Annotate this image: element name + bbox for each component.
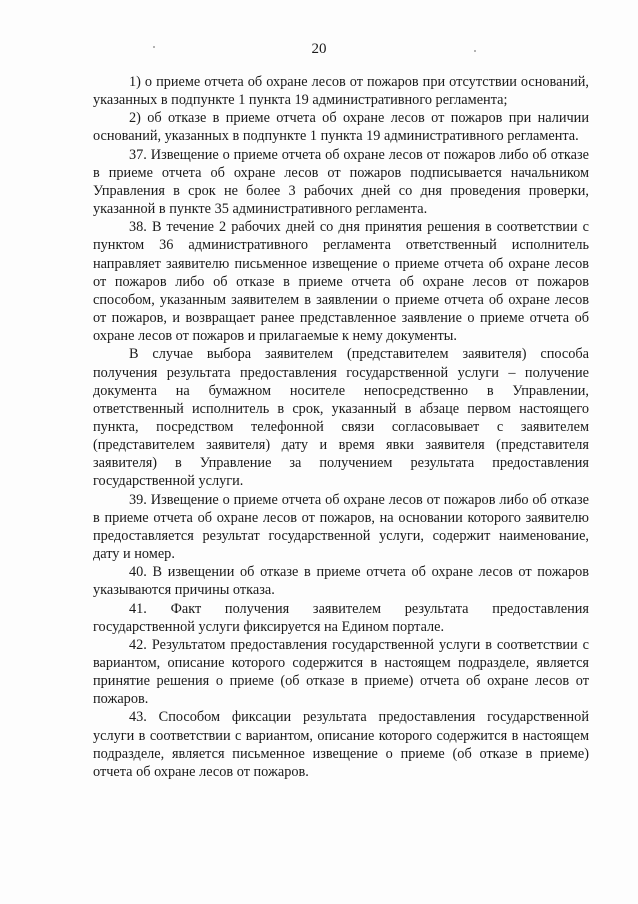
paragraph-38: 38. В течение 2 рабочих дней со дня принятия решения в соответствии с пунктом 36 административного регламента ответственный исполнитель направляет заявителю письменное извещение о приеме отчета об охране лесов от пожаров либо об отказе в приеме отчета об охране лесов от пожаров способом, указанным заявителем в заявлении о приеме отчета об охране лесов от пожаров, и возвращает ранее представленное заявление о приеме отчета об охране лесов от пожаров и прилагаемые к нему документы. [93, 219, 589, 345]
paragraph-39: 39. Извещение о приеме отчета об охране лесов от пожаров либо об отказе в приеме отчета об охране лесов от пожаров, на основании которого заявителю предоставляется результат государственной услуги, содержит наименование, дату и номер. [93, 491, 589, 563]
paragraph-41: 41. Факт получения заявителем результата предоставления государственной услуги фиксируется на Едином портале. [93, 600, 589, 635]
paragraph-42: 42. Результатом предоставления государственной услуги в соответствии с вариантом, описание которого содержится в настоящем подразделе, является принятие решения о приеме (об отказе в приеме) отчета об охране лесов от пожаров. [93, 636, 589, 708]
paragraph-subitem-1: 1) о приеме отчета об охране лесов от пожаров при отсутствии оснований, указанных в подпункте 1 пункта 19 административного регламента; [93, 74, 589, 109]
paragraph-43: 43. Способом фиксации результата предоставления государственной услуги в соответствии с вариантом, описание которого содержится в настоящем подразделе, является письменное извещение о приеме (об отказе в приеме) отчета об охране лесов от пожаров. [93, 709, 589, 780]
page-number: 20 [311, 41, 327, 57]
paragraph-37: 37. Извещение о приеме отчета об охране лесов от пожаров либо об отказе в приеме отчета об охране лесов от пожаров подписывается начальником Управления в срок не более 3 рабочих дней со дня проведения проверки, указанной в пункте 35 административного регламента. [93, 146, 589, 218]
paragraph-40: 40. В извещении об отказе в приеме отчета об охране лесов от пожаров указываются причины отказа. [93, 564, 589, 599]
document-body [93, 73, 589, 781]
scan-speck [474, 50, 476, 52]
scan-speck [153, 46, 155, 48]
paragraph-38-continuation: В случае выбора заявителем (представителем заявителя) способа получения результата предоставления государственной услуги – получение документа на бумажном носителе непосредственно в Управлении, ответственный исполнитель в срок, указанный в абзаце первом настоящего пункта, посредством телефонной связи согласовывает с заявителем (представителем заявителя) дату и время явки заявителя (представителя заявителя) в Управление за получением результата предоставления государственной услуги. [93, 346, 589, 490]
paragraph-subitem-2: 2) об отказе в приеме отчета об охране лесов от пожаров при наличии оснований, указанных в подпункте 1 пункта 19 административного регламента. [93, 110, 589, 145]
